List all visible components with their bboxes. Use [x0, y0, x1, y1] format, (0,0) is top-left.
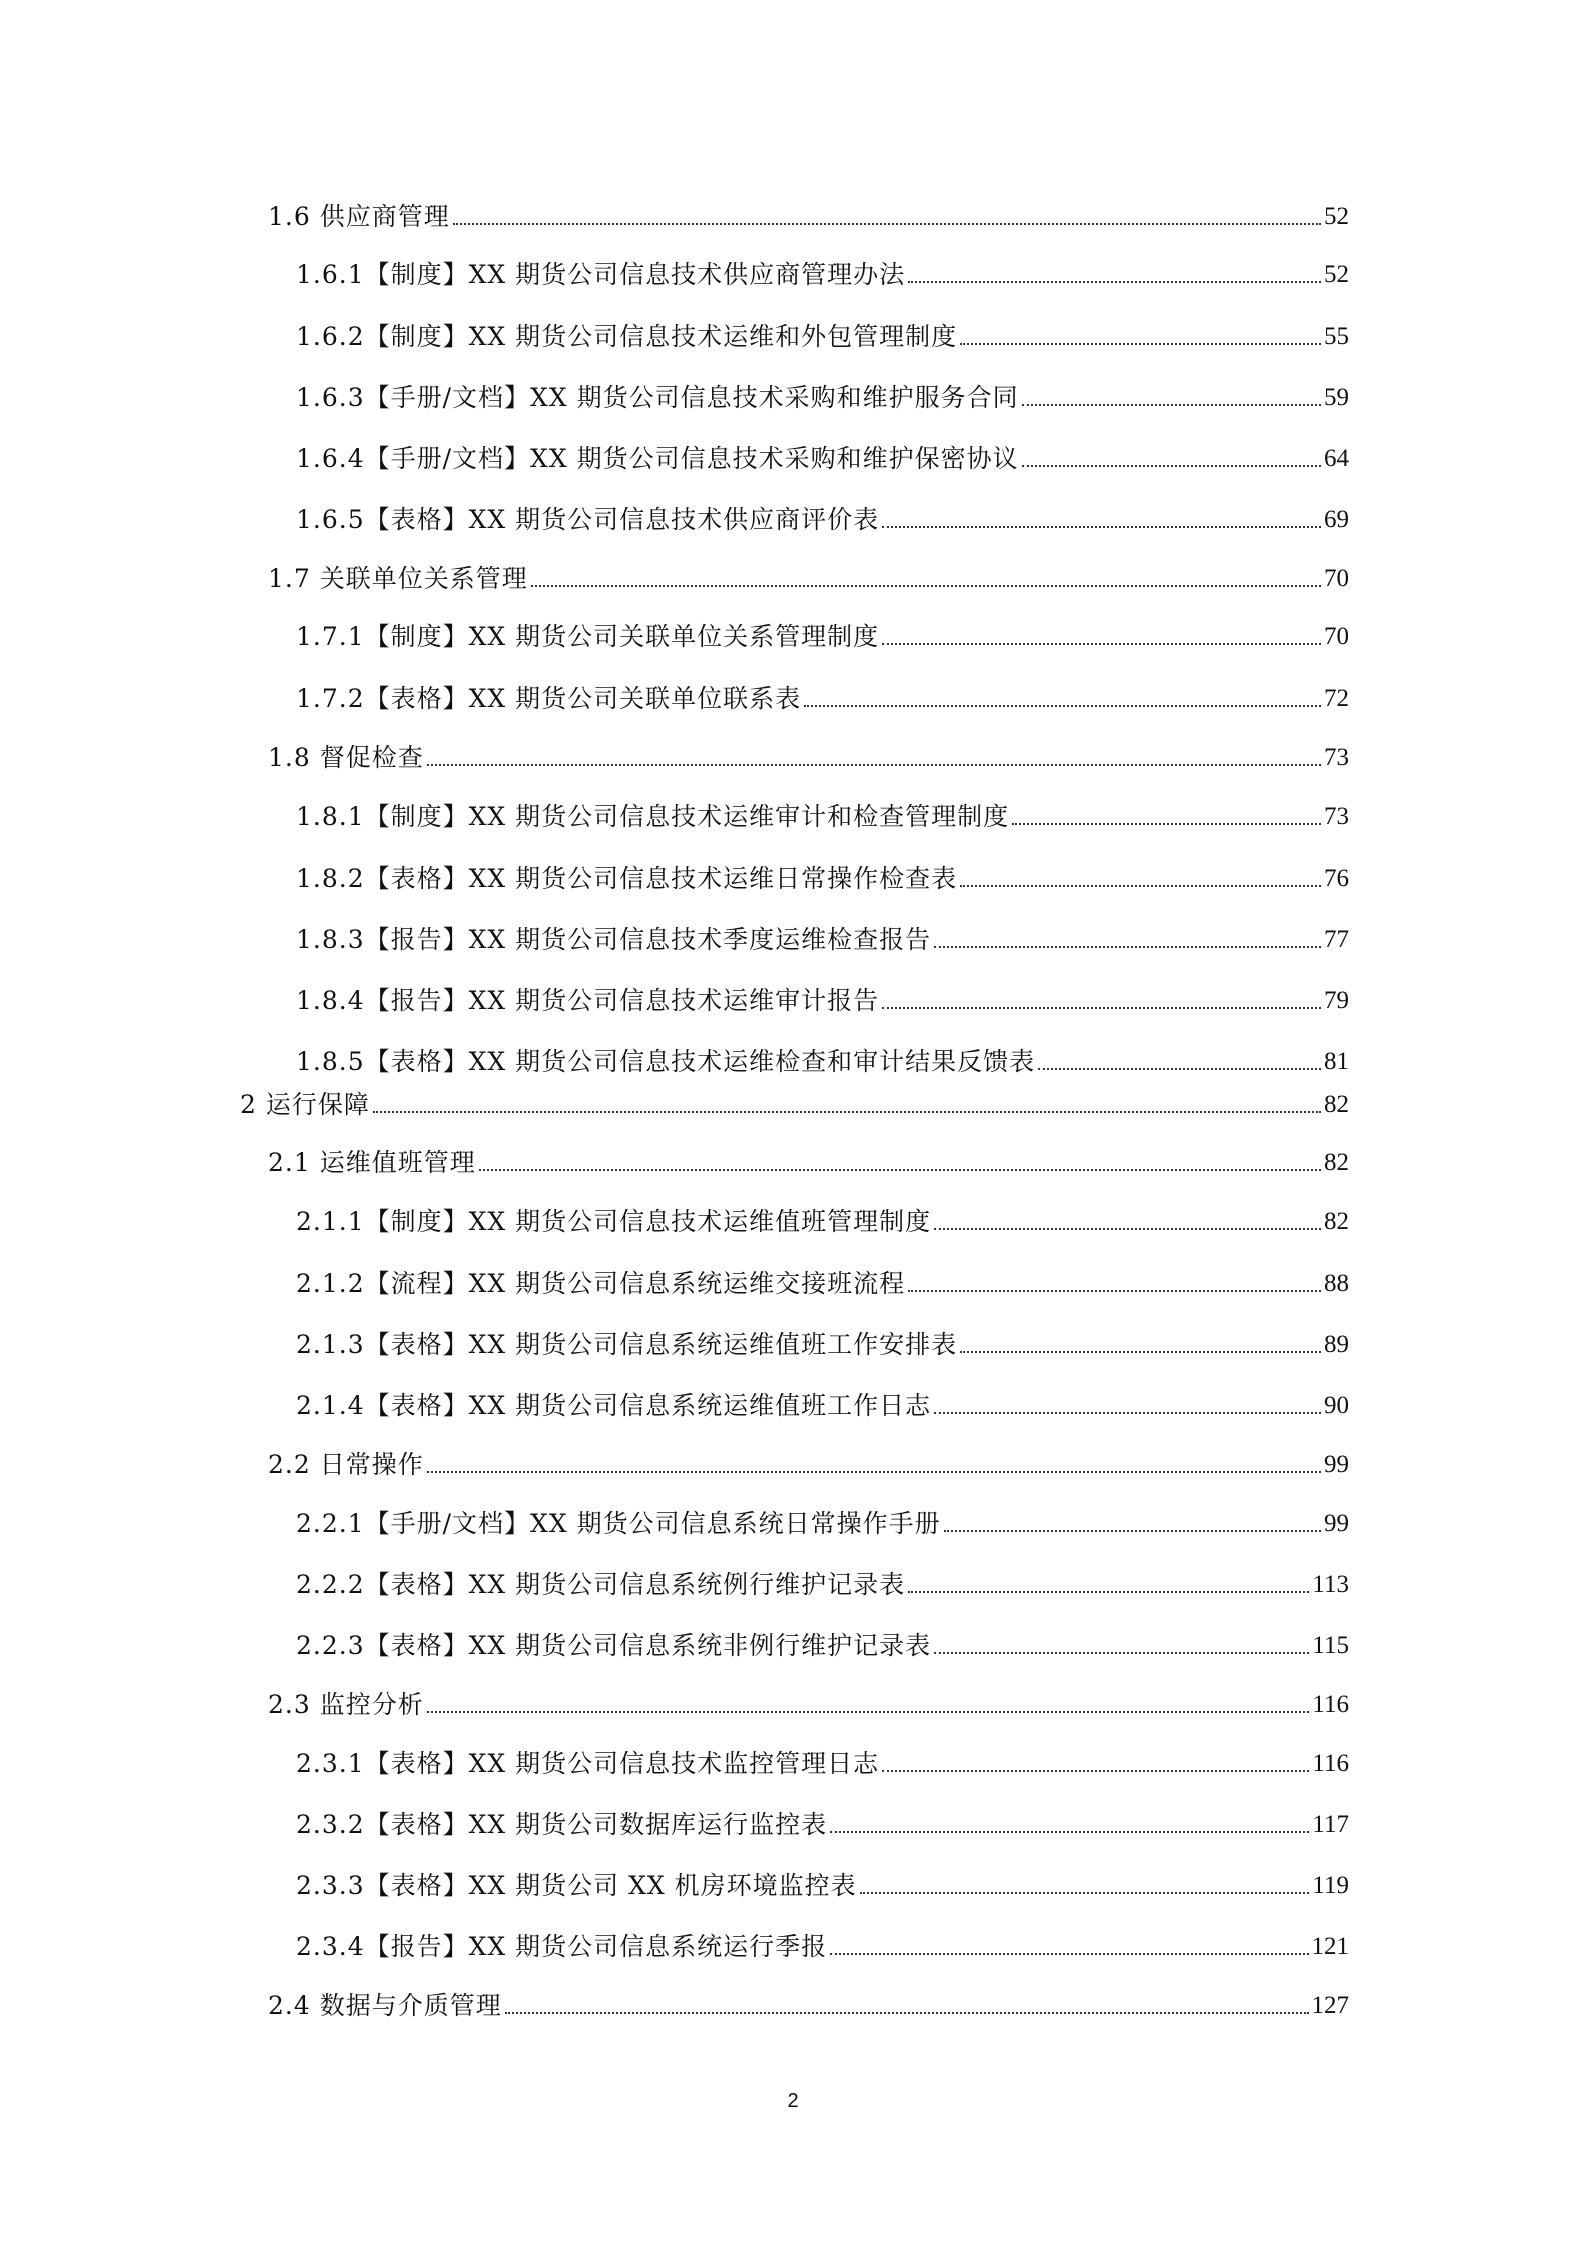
toc-entry-page: 99: [1324, 1510, 1349, 1537]
toc-entry-page: 113: [1312, 1571, 1349, 1598]
toc-dot-leader: [1022, 404, 1321, 406]
toc-entry-title: 1.8.4【报告】XX 期货公司信息技术运维审计报告: [296, 986, 880, 1015]
toc-entry[interactable]: [296, 501, 1349, 535]
toc-dot-leader: [427, 1711, 1310, 1713]
toc-entry-title: 1.8.2【表格】XX 期货公司信息技术运维日常操作检查表: [296, 864, 958, 893]
toc-entry[interactable]: [296, 379, 1349, 413]
toc-entry[interactable]: [296, 1387, 1349, 1421]
toc-entry-page: 82: [1324, 1091, 1349, 1118]
toc-entry-title: 1.6.2【制度】XX 期货公司信息技术运维和外包管理制度: [296, 322, 958, 351]
toc-dot-leader: [934, 1412, 1321, 1414]
toc-entry-title: 2.1.2【流程】XX 期货公司信息系统运维交接班流程: [296, 1269, 906, 1298]
toc-entry[interactable]: [296, 1043, 1349, 1077]
toc-entry-page: 72: [1324, 685, 1349, 712]
toc-entry-title: 2.1.1【制度】XX 期货公司信息技术运维值班管理制度: [296, 1207, 932, 1236]
toc-entry-title: 2.3.1【表格】XX 期货公司信息技术监控管理日志: [296, 1749, 880, 1778]
toc-entry-title: 1.6 供应商管理: [268, 202, 450, 231]
toc-entry-page: 76: [1324, 865, 1349, 892]
toc-entry-page: 82: [1324, 1149, 1349, 1176]
toc-entry-page: 73: [1324, 803, 1349, 830]
toc-entry-page: 121: [1311, 1933, 1349, 1960]
toc-entry-title: 2.1.3【表格】XX 期货公司信息系统运维值班工作安排表: [296, 1330, 958, 1359]
toc-entry-title: 2.1.4【表格】XX 期货公司信息系统运维值班工作日志: [296, 1391, 932, 1420]
toc-entry-page: 117: [1312, 1811, 1349, 1838]
toc-entry-page: 82: [1324, 1208, 1349, 1235]
toc-dot-leader: [960, 1351, 1321, 1353]
toc-dot-leader: [908, 1290, 1321, 1292]
toc-dot-leader: [934, 946, 1321, 948]
page-number: 2: [787, 2090, 799, 2112]
toc-entry-page: 99: [1324, 1451, 1349, 1478]
toc-entry-title: 2.2.2【表格】XX 期货公司信息系统例行维护记录表: [296, 1570, 906, 1599]
toc-dot-leader: [804, 705, 1321, 707]
toc-dot-leader: [960, 885, 1321, 887]
toc-entry-title: 2.2.1【手册/文档】XX 期货公司信息系统日常操作手册: [296, 1509, 941, 1538]
toc-dot-leader: [427, 1471, 1321, 1473]
toc-dot-leader: [1022, 465, 1321, 467]
toc-entry-title: 1.7.2【表格】XX 期货公司关联单位联系表: [296, 684, 802, 713]
toc-dot-leader: [479, 1169, 1321, 1171]
toc-entry-title: 2 运行保障: [240, 1090, 370, 1119]
toc-entry-title: 1.7 关联单位关系管理: [268, 564, 528, 593]
toc-entry-title: 1.6.4【手册/文档】XX 期货公司信息技术采购和维护保密协议: [296, 444, 1019, 473]
toc-dot-leader: [453, 223, 1321, 225]
toc-entry-title: 2.3 监控分析: [268, 1690, 424, 1719]
toc-entry[interactable]: [296, 618, 1349, 652]
toc-dot-leader: [531, 585, 1321, 587]
toc-entry[interactable]: [296, 1326, 1349, 1360]
toc-entry[interactable]: [268, 198, 1349, 232]
toc-entry-page: 88: [1324, 1270, 1349, 1297]
toc-entry-page: 116: [1312, 1750, 1349, 1777]
toc-entry[interactable]: [296, 1745, 1349, 1779]
toc-dot-leader: [944, 1530, 1321, 1532]
toc-entry[interactable]: [296, 1566, 1349, 1600]
toc-entry[interactable]: [268, 1446, 1349, 1480]
toc-entry[interactable]: [240, 1086, 1349, 1120]
toc-dot-leader: [1012, 823, 1321, 825]
toc-entry-page: 52: [1324, 261, 1349, 288]
toc-dot-leader: [908, 281, 1321, 283]
toc-entry-title: 1.8.5【表格】XX 期货公司信息技术运维检查和审计结果反馈表: [296, 1047, 1036, 1076]
toc-dot-leader: [427, 764, 1321, 766]
toc-entry-page: 81: [1324, 1048, 1349, 1075]
toc-entry-page: 90: [1324, 1392, 1349, 1419]
toc-entry-title: 1.8.1【制度】XX 期货公司信息技术运维审计和检查管理制度: [296, 802, 1010, 831]
toc-dot-leader: [830, 1953, 1308, 1955]
toc-entry-page: 73: [1324, 744, 1349, 771]
toc-entry-title: 1.8.3【报告】XX 期货公司信息技术季度运维检查报告: [296, 925, 932, 954]
toc-entry[interactable]: [296, 440, 1349, 474]
toc-entry-page: 69: [1324, 506, 1349, 533]
toc-entry-page: 64: [1324, 445, 1349, 472]
toc-entry[interactable]: [296, 1627, 1349, 1661]
toc-dot-leader: [373, 1111, 1321, 1113]
toc-entry[interactable]: [296, 860, 1349, 894]
toc-entry-title: 1.6.3【手册/文档】XX 期货公司信息技术采购和维护服务合同: [296, 383, 1019, 412]
toc-dot-leader: [908, 1591, 1309, 1593]
toc-entry[interactable]: [296, 1505, 1349, 1539]
toc-dot-leader: [1038, 1068, 1321, 1070]
toc-entry[interactable]: [296, 1928, 1349, 1962]
toc-dot-leader: [882, 526, 1321, 528]
toc-entry-page: 116: [1312, 1691, 1349, 1718]
toc-dot-leader: [505, 2012, 1309, 2014]
toc-entry[interactable]: [296, 921, 1349, 955]
toc-entry-title: 2.3.3【表格】XX 期货公司 XX 机房环境监控表: [296, 1871, 857, 1900]
toc-entry-page: 119: [1312, 1872, 1349, 1899]
toc-entry[interactable]: [268, 1987, 1349, 2021]
toc-entry-title: 2.2.3【表格】XX 期货公司信息系统非例行维护记录表: [296, 1631, 932, 1660]
toc-dot-leader: [860, 1892, 1310, 1894]
toc-dot-leader: [882, 1007, 1321, 1009]
toc-entry[interactable]: [268, 560, 1349, 594]
toc-entry-page: 55: [1324, 323, 1349, 350]
toc-entry-title: 1.8 督促检查: [268, 743, 424, 772]
toc-entry-page: 70: [1324, 623, 1349, 650]
toc-entry[interactable]: [296, 318, 1349, 352]
toc-entry[interactable]: [296, 798, 1349, 832]
toc-dot-leader: [882, 643, 1321, 645]
toc-entry-page: 59: [1324, 384, 1349, 411]
toc-entry-title: 2.3.4【报告】XX 期货公司信息系统运行季报: [296, 1932, 828, 1961]
toc-entry-title: 1.6.5【表格】XX 期货公司信息技术供应商评价表: [296, 505, 880, 534]
toc-entry-title: 1.7.1【制度】XX 期货公司关联单位关系管理制度: [296, 622, 880, 651]
toc-entry-page: 77: [1324, 926, 1349, 953]
toc-entry-title: 2.2 日常操作: [268, 1450, 424, 1479]
toc-dot-leader: [830, 1831, 1309, 1833]
toc-entry[interactable]: [296, 680, 1349, 714]
toc-dot-leader: [934, 1652, 1309, 1654]
toc-entry-title: 2.4 数据与介质管理: [268, 1991, 502, 2020]
toc-dot-leader: [934, 1228, 1321, 1230]
toc-entry[interactable]: [268, 1144, 1349, 1178]
toc-entry[interactable]: [268, 739, 1349, 773]
toc-entry[interactable]: [296, 256, 1349, 290]
toc-entry-title: 1.6.1【制度】XX 期货公司信息技术供应商管理办法: [296, 260, 906, 289]
toc-entry-page: 79: [1324, 987, 1349, 1014]
toc-dot-leader: [960, 343, 1321, 345]
toc-entry-title: 2.3.2【表格】XX 期货公司数据库运行监控表: [296, 1810, 828, 1839]
toc-entry[interactable]: [268, 1686, 1349, 1720]
toc-entry[interactable]: [296, 1203, 1349, 1237]
toc-entry-page: 89: [1324, 1331, 1349, 1358]
toc-entry-page: 115: [1312, 1632, 1349, 1659]
toc-entry-title: 2.1 运维值班管理: [268, 1148, 476, 1177]
toc-entry[interactable]: [296, 1265, 1349, 1299]
toc-entry-page: 52: [1324, 203, 1349, 230]
toc-entry[interactable]: [296, 1867, 1349, 1901]
toc-entry-page: 127: [1311, 1992, 1349, 2019]
toc-entry-page: 70: [1324, 565, 1349, 592]
toc-entry[interactable]: [296, 1806, 1349, 1840]
toc-dot-leader: [882, 1770, 1309, 1772]
toc-entry[interactable]: [296, 982, 1349, 1016]
